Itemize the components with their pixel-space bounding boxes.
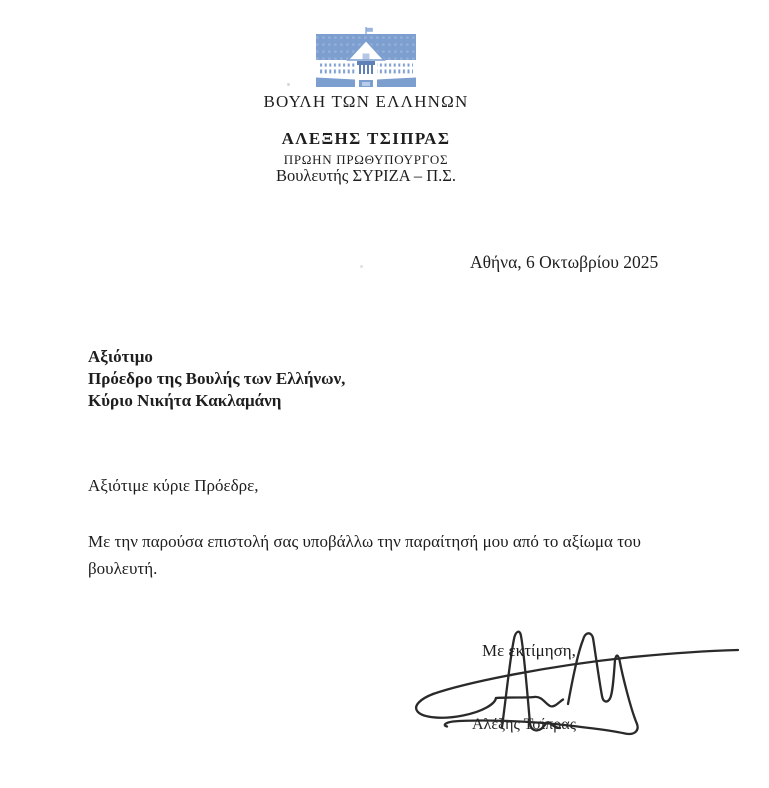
closing: Με εκτίμηση,	[482, 641, 576, 660]
signature-scribble	[408, 610, 760, 758]
scan-speck	[287, 83, 290, 86]
sender-role: Βουλευτής ΣΥΡΙΖΑ – Π.Σ.	[276, 166, 456, 185]
recipient-block	[88, 346, 345, 412]
recipient-line-1: Αξιότιμο	[88, 347, 153, 366]
recipient-line-3: Κύριο Νικήτα Κακλαμάνη	[88, 391, 282, 410]
recipient-line-2: Πρόεδρο της Βουλής των Ελλήνων,	[88, 369, 346, 388]
sender-name: ΑΛΕΞΗΣ ΤΣΙΠΡΑΣ	[281, 129, 451, 148]
signature-name: Αλέξης Τσίπρας	[472, 716, 576, 733]
sender-title: ΠΡΩΗΝ ΠΡΩΘΥΠΟΥΡΓΟΣ	[283, 152, 449, 167]
salutation: Αξιότιμε κύριε Πρόεδρε,	[88, 476, 259, 495]
body-paragraph: Με την παρούσα επιστολή σας υποβάλλω την παραίτησή μου από το αξίωμα του βουλευτή.	[88, 532, 641, 578]
dateline: Αθήνα, 6 Οκτωβρίου 2025	[470, 252, 659, 272]
org-name: ΒΟΥΛΗ ΤΩΝ ΕΛΛΗΝΩΝ	[263, 92, 469, 111]
scan-speck	[360, 265, 363, 268]
hellenic-parliament-logo-icon	[315, 27, 417, 89]
